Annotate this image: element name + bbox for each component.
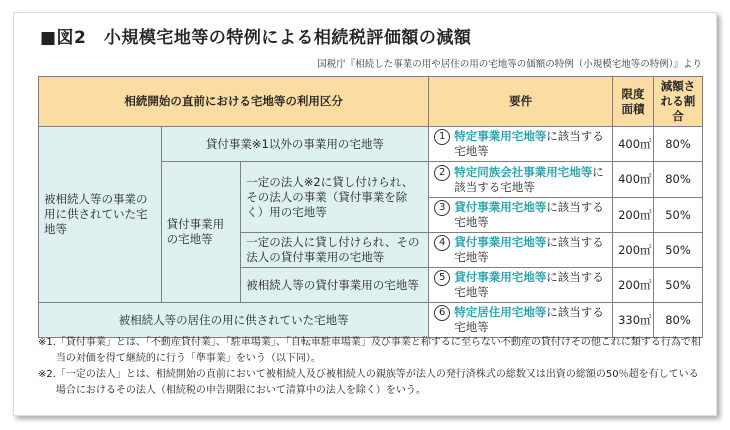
row-category: 貸付事業※1以外の事業用の宅地等 (161, 127, 429, 162)
footnote-mark: ※1. (38, 337, 56, 348)
requirement-highlight: 特定事業用宅地等 (454, 129, 547, 143)
circled-number: 2 (434, 165, 450, 181)
circled-number: 6 (434, 305, 450, 321)
row-rate: 80% (653, 162, 702, 198)
row-rate: 80% (653, 303, 702, 338)
circled-number: 1 (434, 129, 450, 145)
row-requirement (429, 233, 613, 268)
requirement-text: に該当する宅地等 (454, 270, 604, 299)
header-reduction: 減額される割合 (653, 77, 702, 127)
requirement-highlight: 貸付事業用宅地等 (454, 235, 547, 249)
header-category: 相続開始の直前における宅地等の利用区分 (39, 77, 429, 127)
table-row (39, 303, 703, 338)
row-limit: 330㎡ (613, 303, 654, 338)
row-requirement (429, 268, 613, 303)
footnote-text: 「貸付事業」とは、「不動産貸付業」、「駐車場業」、「自転車駐車場業」及び事業と称するに至らない不動産の貸付けその他これに類する行為で相当の対価を得て継続的に行う「準事業」をいう（以下同）。 (55, 337, 701, 364)
special-provision-table (38, 76, 703, 338)
row-requirement (429, 198, 613, 233)
row-limit: 400㎡ (613, 127, 654, 162)
row-limit: 200㎡ (613, 233, 654, 268)
requirement-text: に該当する宅地等 (454, 305, 604, 334)
figure-title: ■図2 小規模宅地等の特例による相続税評価額の減額 (40, 28, 472, 48)
figure-card (13, 12, 717, 416)
circled-number: 4 (434, 235, 450, 251)
row-limit: 200㎡ (613, 268, 654, 303)
row-rate: 80% (653, 127, 702, 162)
requirement-text: に該当する宅地等 (454, 235, 604, 264)
row-rate: 50% (653, 268, 702, 303)
row-requirement (429, 303, 613, 338)
footnote (38, 367, 708, 399)
row-limit: 400㎡ (613, 162, 654, 198)
requirement-text: に該当する宅地等 (454, 129, 604, 158)
row-requirement (429, 162, 613, 198)
requirement-highlight: 貸付事業用宅地等 (454, 270, 547, 284)
header-requirement: 要件 (429, 77, 613, 127)
requirement-text: に該当する宅地等 (454, 200, 604, 229)
requirement-highlight: 特定居住用宅地等 (454, 305, 547, 319)
row-requirement (429, 127, 613, 162)
circled-number: 3 (434, 200, 450, 216)
circled-number: 5 (434, 270, 450, 286)
requirement-text: に該当する宅地等 (454, 164, 604, 194)
footnote (38, 335, 708, 367)
row-category: 一定の法人に貸し付けられ、その法人の貸付事業用の宅地等 (241, 233, 429, 268)
row-category: 一定の法人※2に貸し付けられ、その法人の事業（貸付事業を除く）用の宅地等 (241, 162, 429, 233)
source-caption: 国税庁『相続した事業の用や居住の用の宅地等の価額の特例（小規模宅地等の特例）』より (317, 59, 702, 70)
group-business: 被相続人等の事業の用に供されていた宅地等 (39, 127, 162, 303)
requirement-highlight: 貸付事業用宅地等 (454, 200, 547, 214)
footnotes (38, 335, 708, 399)
footnote-mark: ※2. (38, 369, 56, 380)
requirement-highlight: 特定同族会社事業用宅地等 (454, 164, 593, 179)
footnote-text: 「一定の法人」とは、相続開始の直前において被相続人及び被相続人の親族等が法人の発行済株式の総数又は出資の総額の50％超を有している場合におけるその法人（相続税の申告期限において清算中の法人を除く）をいう。 (55, 369, 699, 396)
group-lending: 貸付事業用の宅地等 (161, 162, 241, 303)
row-rate: 50% (653, 233, 702, 268)
row-category: 被相続人等の貸付事業用の宅地等 (241, 268, 429, 303)
row-rate: 50% (653, 198, 702, 233)
group-residence: 被相続人等の居住の用に供されていた宅地等 (39, 303, 429, 338)
header-limit: 限度面積 (613, 77, 654, 127)
table-row (39, 127, 703, 162)
row-limit: 200㎡ (613, 198, 654, 233)
